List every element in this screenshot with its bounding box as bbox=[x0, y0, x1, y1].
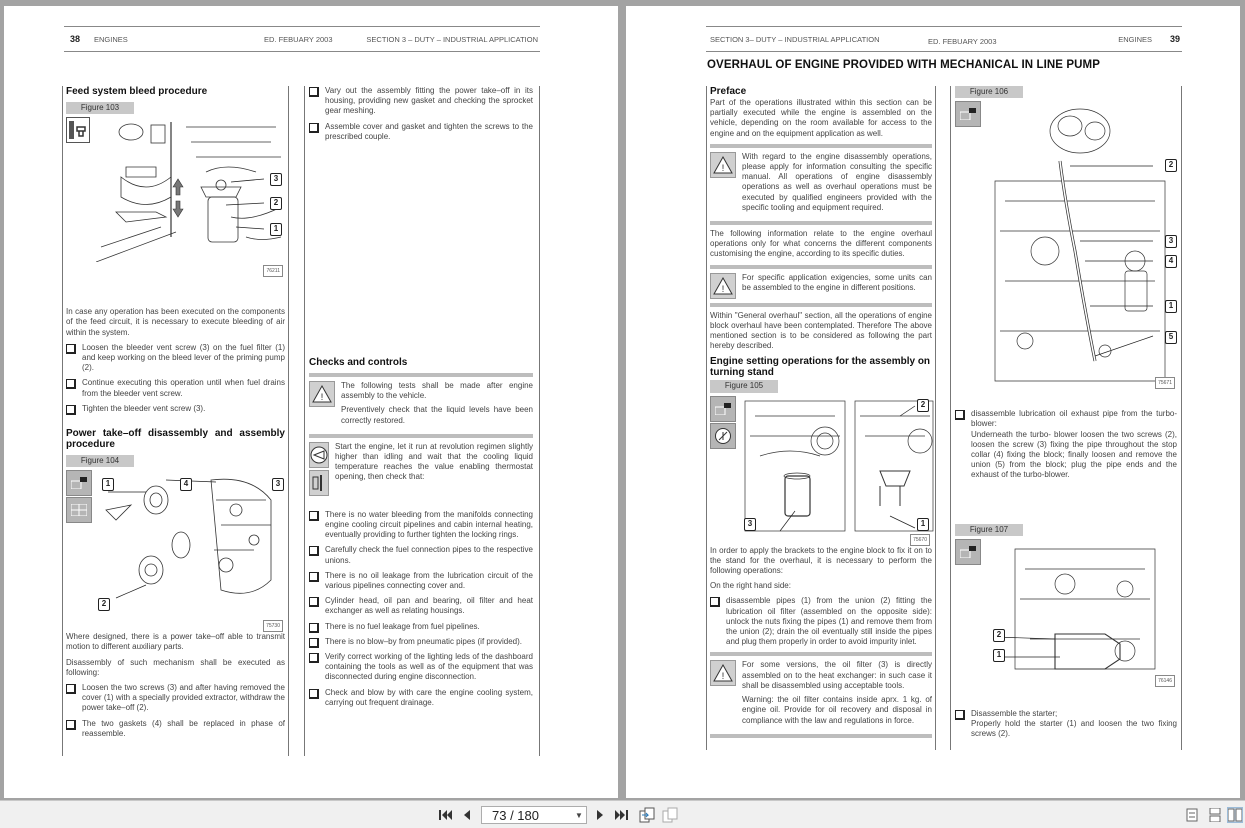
divider bbox=[710, 303, 932, 307]
single-page-view-button[interactable] bbox=[1184, 807, 1200, 823]
list-item: There is no blow–by from pneumatic pipes (if provided). bbox=[309, 637, 533, 647]
last-page-icon bbox=[614, 809, 628, 821]
thermostat-icon bbox=[309, 470, 329, 496]
continuous-page-icon bbox=[1209, 808, 1221, 822]
callout-3: 3 bbox=[744, 518, 756, 531]
svg-text:!: ! bbox=[320, 392, 324, 403]
callout-3: 3 bbox=[272, 478, 284, 491]
callout-4: 4 bbox=[180, 478, 192, 491]
warning-note bbox=[309, 381, 533, 430]
section-title: Engine setting operations for the assembly on turning stand bbox=[710, 356, 931, 379]
previous-view-button[interactable] bbox=[639, 807, 655, 823]
disassembly-icon bbox=[66, 470, 92, 496]
svg-text:!: ! bbox=[721, 671, 725, 682]
next-view-icon bbox=[662, 807, 678, 823]
right-column-2 bbox=[950, 86, 1182, 750]
list-item: Tighten the bleeder vent screw (3). bbox=[66, 404, 285, 414]
previous-view-icon bbox=[639, 807, 655, 823]
section-title: Feed system bleed procedure bbox=[66, 86, 208, 97]
page-header bbox=[64, 26, 540, 52]
paragraph: Disassembly of such mechanism shall be executed as following: bbox=[66, 657, 285, 677]
instruction-heading: Disassemble the starter; bbox=[971, 708, 1058, 718]
warning-icon bbox=[710, 152, 736, 178]
paragraph: On the right hand side: bbox=[710, 581, 791, 591]
figure-104 bbox=[66, 470, 285, 632]
fuel-filter-drawing bbox=[96, 117, 286, 262]
note-text: The following tests shall be made after engine assembly to the vehicle. bbox=[341, 381, 533, 401]
note-text: Preventively check that the liquid levels have been correctly restored. bbox=[341, 405, 533, 425]
header-section: ENGINES bbox=[94, 34, 128, 44]
figure-label: Figure 104 bbox=[66, 455, 134, 467]
first-page-button[interactable] bbox=[438, 807, 454, 823]
note-text: With regard to the engine disassembly operations, please apply for information consulting the specific manual. All operations of engine disassembly operations as well as overhaul operations must be executed by qualified engineers provided with the specific tooling and equipment required. bbox=[742, 151, 932, 212]
note-text: For some versions, the oil filter (3) is directly assembled on to the heat exchanger: in such case it shall be disassembled using acceptable tools. bbox=[742, 660, 932, 690]
list-item: There is no fuel leakage from fuel pipelines. bbox=[309, 622, 533, 632]
divider bbox=[309, 373, 533, 377]
warning-icon bbox=[710, 273, 736, 299]
list-item: Cylinder head, oil pan and bearing, oil filter and heat exchanger as well as relating housings. bbox=[309, 596, 533, 616]
assembly-icon bbox=[66, 497, 92, 523]
turbo-blower-drawing bbox=[985, 101, 1175, 391]
figure-label: Figure 103 bbox=[66, 102, 134, 114]
list-item bbox=[955, 709, 1177, 740]
last-page-button[interactable] bbox=[613, 807, 629, 823]
chevron-down-icon: ▼ bbox=[575, 810, 583, 820]
next-page-button[interactable] bbox=[592, 807, 608, 823]
paragraph: Where designed, there is a power take–off able to transmit motion to different auxiliary parts. bbox=[66, 632, 285, 652]
previous-page-button[interactable] bbox=[459, 807, 475, 823]
figure-code: 75670 bbox=[910, 534, 930, 546]
callout-1: 1 bbox=[1165, 300, 1177, 313]
engine-start-note bbox=[309, 442, 533, 496]
header-chapter: SECTION 3– DUTY – INDUSTRIAL APPLICATION bbox=[710, 34, 880, 44]
divider bbox=[710, 652, 932, 656]
page-number-select[interactable] bbox=[481, 806, 587, 824]
next-page-icon bbox=[595, 809, 605, 821]
disassembly-icon bbox=[955, 101, 981, 127]
paragraph: In case any operation has been executed on the components of the feed circuit, it is necessary to execute bleeding of air within the system. bbox=[66, 307, 285, 337]
figure-label: Figure 106 bbox=[955, 86, 1023, 98]
callout-1: 1 bbox=[917, 518, 929, 531]
header-chapter: SECTION 3 – DUTY – INDUSTRIAL APPLICATION bbox=[366, 34, 538, 44]
figure-code: 75671 bbox=[1155, 377, 1175, 389]
header-edition: ED. FEBUARY 2003 bbox=[928, 37, 997, 46]
figure-code: 75730 bbox=[263, 620, 283, 632]
note-text: Start the engine, let it run at revolution regimen slightly higher than idling and wait that the cooling liquid temperature reaches the value enabling thermostat opening, then check that: bbox=[335, 441, 533, 482]
list-item: The two gaskets (4) shall be replaced in phase of reassemble. bbox=[66, 719, 285, 739]
divider bbox=[710, 734, 932, 738]
page-header bbox=[706, 26, 1182, 52]
divider bbox=[309, 434, 533, 438]
power-take-off-drawing bbox=[96, 470, 286, 615]
section-title: Power take–off disassembly and assembly procedure bbox=[66, 428, 285, 451]
tool-icon bbox=[710, 423, 736, 449]
page-38 bbox=[4, 6, 618, 798]
page-number: 39 bbox=[1169, 34, 1180, 44]
right-column-1 bbox=[706, 86, 936, 750]
disassembly-icon bbox=[710, 396, 736, 422]
figure-code: 76211 bbox=[263, 265, 283, 277]
two-page-view-button[interactable] bbox=[1227, 807, 1243, 823]
section-title: Checks and controls bbox=[309, 357, 408, 369]
callout-3: 3 bbox=[270, 173, 282, 186]
single-page-icon bbox=[1186, 808, 1198, 822]
header-section: ENGINES bbox=[1118, 34, 1152, 44]
svg-text:!: ! bbox=[721, 283, 725, 294]
callout-1: 1 bbox=[102, 478, 114, 491]
paragraph: Within "General overhaul" section, all the operations of engine block overhaul have been contemplated. Therefore The above mentioned section is to be considered as following the part hereby described. bbox=[710, 310, 932, 351]
list-item: Assemble cover and gasket and tighten the screws to the prescribed couple. bbox=[309, 122, 533, 142]
warning-note bbox=[710, 660, 932, 729]
left-column-2 bbox=[304, 86, 540, 756]
list-item: There is no oil leakage from the lubrication circuit of the various pipelines connecting cover and. bbox=[309, 571, 533, 591]
disassembly-icon bbox=[955, 539, 981, 565]
list-item: Continue executing this operation until when fuel drains from the bleeder vent screw. bbox=[66, 378, 285, 398]
first-page-icon bbox=[439, 809, 453, 821]
page-indicator: 73 / 180 bbox=[492, 807, 539, 823]
header-edition: ED. FEBUARY 2003 bbox=[264, 34, 333, 44]
figure-code: 76146 bbox=[1155, 675, 1175, 687]
paragraph: Part of the operations illustrated within this section can be partially executed while the engine is assembled on the vehicle, depending on the room available for access to the engine and on the equipment application as well. bbox=[710, 98, 932, 138]
callout-2: 2 bbox=[917, 399, 929, 412]
callout-3: 3 bbox=[1165, 235, 1177, 248]
instruction-heading: disassemble lubrication oil exhaust pipe from the turbo-blower: bbox=[971, 409, 1177, 429]
svg-text:!: ! bbox=[721, 162, 725, 173]
section-title: Preface bbox=[710, 86, 747, 97]
divider bbox=[710, 144, 932, 148]
divider bbox=[710, 265, 932, 269]
next-view-button[interactable] bbox=[662, 807, 678, 823]
starter-drawing bbox=[985, 539, 1175, 679]
warning-icon bbox=[309, 381, 335, 407]
list-item bbox=[955, 409, 1177, 480]
callout-5: 5 bbox=[1165, 331, 1177, 344]
list-item: Loosen the bleeder vent screw (3) on the fuel filter (1) and keep working on the bleed lever of the priming pump (2). bbox=[66, 343, 285, 374]
callout-1: 1 bbox=[270, 223, 282, 236]
callout-4: 4 bbox=[1165, 255, 1177, 268]
figure-label: Figure 105 bbox=[710, 380, 778, 392]
figure-103 bbox=[66, 117, 285, 277]
note-text: Warning: the oil filter contains inside aprx. 1 kg. of engine oil. Provide for oil recovery and disposal in compliance with the law and regulations in force. bbox=[742, 695, 932, 725]
navigation-toolbar bbox=[0, 800, 1245, 828]
list-item: Carefully check the fuel connection pipes to the respective unions. bbox=[309, 545, 533, 565]
callout-2: 2 bbox=[1165, 159, 1177, 172]
warning-note bbox=[710, 273, 932, 299]
two-page-icon bbox=[1228, 808, 1242, 822]
list-item: Vary out the assembly fitting the power take–off in its housing, providing new gasket and checking the sprocket gear meshing. bbox=[309, 86, 533, 117]
note-text: For specific application exigencies, some units can be assembled to the engine in different positions. bbox=[742, 272, 932, 292]
list-item: Verify correct working of the lighting leds of the dashboard containing the tools as well as of the equipment that was disconnected during engine disconnection. bbox=[309, 652, 533, 683]
fuel-filter-icon bbox=[66, 117, 90, 143]
figure-107 bbox=[955, 539, 1177, 689]
page-39 bbox=[626, 6, 1240, 798]
paragraph: In order to apply the brackets to the engine block to fix it on to the stand for the overhaul, it is necessary to perform the following operations: bbox=[710, 545, 932, 576]
warning-icon bbox=[710, 660, 736, 686]
list-item: Check and blow by with care the engine cooling system, carrying out frequent drainage. bbox=[309, 688, 533, 708]
instruction-body: Properly hold the starter (1) and loosen the two fixing screws (2). bbox=[971, 719, 1177, 739]
figure-label: Figure 107 bbox=[955, 524, 1023, 536]
figure-106 bbox=[955, 101, 1177, 401]
callout-2: 2 bbox=[98, 598, 110, 611]
continuous-view-button[interactable] bbox=[1207, 807, 1223, 823]
engine-block-drawing bbox=[740, 396, 935, 541]
paragraph: The following information relate to the engine overhaul operations only for what concerns the different components customising the engine, according to its specific duties. bbox=[710, 229, 932, 259]
callout-2: 2 bbox=[993, 629, 1005, 642]
main-title: OVERHAUL OF ENGINE PROVIDED WITH MECHANICAL IN LINE PUMP bbox=[707, 59, 1101, 71]
page-number: 38 bbox=[70, 34, 81, 44]
warning-note bbox=[710, 152, 932, 217]
left-column-1 bbox=[62, 86, 289, 756]
divider bbox=[710, 221, 932, 225]
previous-page-icon bbox=[462, 809, 472, 821]
list-item: Loosen the two screws (3) and after having removed the cover (1) with a specially provided extractor, withdraw the power take–off (2). bbox=[66, 683, 285, 714]
instruction-body: Underneath the turbo- blower loosen the two screws (2), loosen the screw (3) fixing the pipe throughout the stop collar (4) fixing the block; finally loosen and remove the union (5) from the block; plug the pipe ends and the exhaust of the turbo-blower. bbox=[971, 429, 1177, 480]
callout-2: 2 bbox=[270, 197, 282, 210]
list-item: There is no water bleeding from the manifolds connecting engine cooling circuit pipelines and cabin internal heating, eventually providing to further tighten the locking rings. bbox=[309, 510, 533, 541]
engine-running-icon bbox=[309, 442, 329, 468]
figure-105 bbox=[710, 396, 932, 546]
callout-1: 1 bbox=[993, 649, 1005, 662]
list-item: disassemble pipes (1) from the union (2) fitting the lubrication oil filter (assembled on the opposite side): unlock the nuts fixing the pipes (1) and remove them from the union (2); drain the oil eventually still inside the pipes and plug them properly in order to avoid impurity inlet. bbox=[710, 596, 932, 647]
